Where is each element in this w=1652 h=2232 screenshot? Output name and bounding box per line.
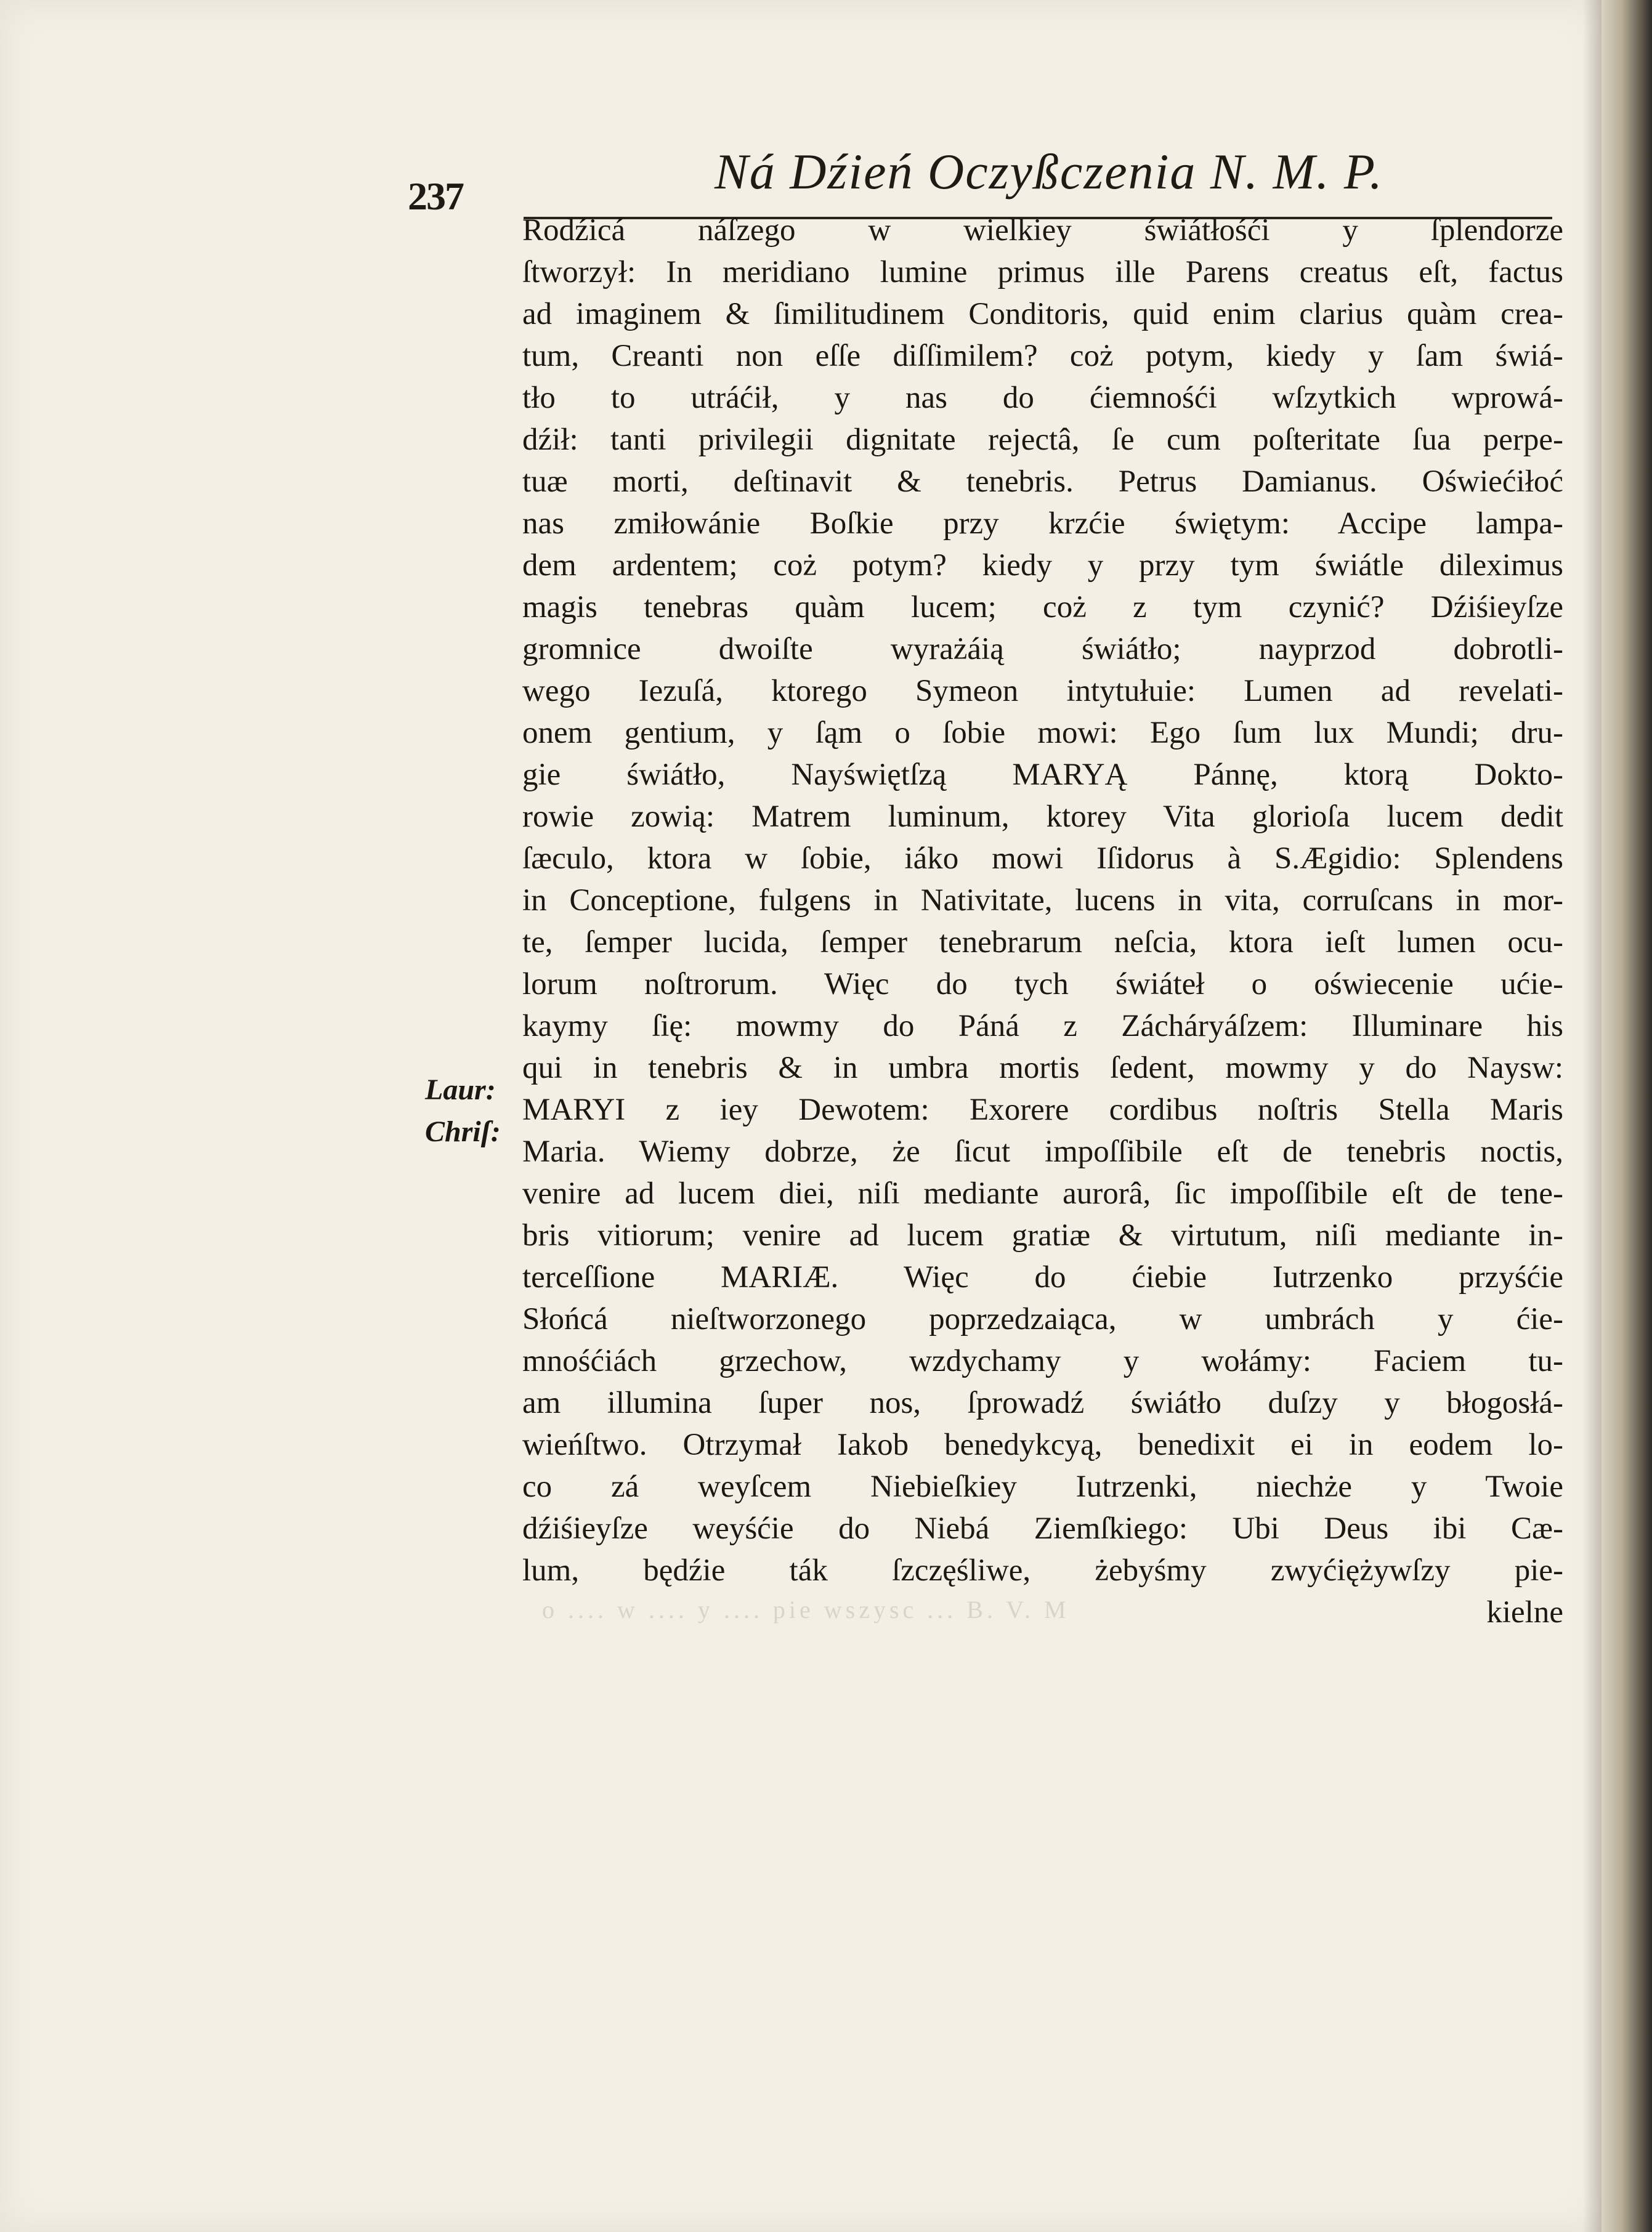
text-line: am illumina ſuper nos, ſprowadź świátło duſzy y błogosłá- (522, 1386, 1563, 1420)
text-line: qui in tenebris & in umbra mortis ſedent, mowmy y do Naysw: (522, 1051, 1563, 1085)
text-line: ad imaginem & ſimilitudinem Conditoris, quid enim clarius quàm crea- (522, 297, 1563, 331)
text-line: te, ſemper lucida, ſemper tenebrarum neſcia, ktora ieſt lumen ocu- (522, 925, 1563, 960)
text-line: in Conceptione, fulgens in Nativitate, lucens in vita, corruſcans in mor- (522, 883, 1563, 918)
text-line: dźił: tanti privilegii dignitate rejectâ, ſe cum poſteritate ſua perpe- (522, 423, 1563, 457)
text-line: Słońcá nieſtworzonego poprzedzaiąca, w umbrách y ćie- (522, 1302, 1563, 1336)
text-line: onem gentium, y ſąm o ſobie mowi: Ego ſum lux Mundi; dru- (522, 716, 1563, 750)
text-line: dźiśieyſze weyśćie do Niebá Ziemſkiego: Ubi Deus ibi Cæ- (522, 1511, 1563, 1546)
text-line: bris vitiorum; venire ad lucem gratiæ & virtutum, niſi mediante in- (522, 1218, 1563, 1253)
gutter-shadow (1583, 0, 1601, 2232)
margin-note-laur: Laur: (425, 1074, 496, 1106)
text-line: lum, będźie ták ſzczęśliwe, żebyśmy zwyćiężywſzy pie- (522, 1553, 1563, 1588)
book-binding (1601, 0, 1652, 2232)
text-line: MARYI z iey Dewotem: Exorere cordibus noſtris Stella Maris (522, 1093, 1563, 1127)
text-line: co zá weyſcem Niebieſkiey Iutrzenki, niechże y Twoie (522, 1470, 1563, 1504)
bleed-through-text: o .... w .... y .... pie wszysc ... B. V. M (542, 1596, 1070, 1623)
text-line: tło to utráćił, y nas do ćiemnośći wſzytkich wprowá- (522, 381, 1563, 415)
text-line: lorum noſtrorum. Więc do tych świáteł o oświecenie ućie- (522, 967, 1563, 1001)
text-line: venire ad lucem diei, niſi mediante aurorâ, ſic impoſſibile eſt de tene- (522, 1176, 1563, 1211)
text-line: wieńſtwo. Otrzymał Iakob benedykcyą, benedixit ei in eodem lo- (522, 1428, 1563, 1462)
margin-note-chris: Chriſ: (425, 1115, 501, 1148)
text-line: tuæ morti, deſtinavit & tenebris. Petrus Damianus. Oświećiłoć (522, 464, 1563, 499)
text-line: ſæculo, ktora w ſobie, iáko mowi Iſidorus à S.Ægidio: Splendens (522, 841, 1563, 876)
text-line: kaymy ſię: mowmy do Páná z Zácháryáſzem: Illuminare his (522, 1009, 1563, 1043)
text-line: nas zmiłowánie Boſkie przy krzćie świętym: Accipe lampa- (522, 506, 1563, 541)
text-line: wego Iezuſá, ktorego Symeon intytułuie: Lumen ad revelati- (522, 674, 1563, 708)
running-head: Ná Dźień Oczyßczenia N. M. P. (715, 144, 1383, 200)
text-line: terceſſione MARIÆ. Więc do ćiebie Iutrzenko przyśćie (522, 1260, 1563, 1295)
text-line: magis tenebras quàm lucem; coż z tym czynić? Dźiśieyſze (522, 590, 1563, 625)
text-line: rowie zowią: Matrem luminum, ktorey Vita glorioſa lucem dedit (522, 799, 1563, 834)
catchword-line: kielne (1486, 1595, 1563, 1630)
text-line: Rodźicá náſzego w wielkiey świátłośći y ſplendorze (522, 213, 1563, 248)
text-line: gromnice dwoiſte wyrażáią świátło; nayprzod dobrotli- (522, 632, 1563, 666)
text-line: gie świátło, Nayświętſzą MARYĄ Pánnę, ktorą Dokto- (522, 758, 1563, 792)
body-text (522, 209, 1563, 1633)
text-line: Maria. Wiemy dobrze, że ſicut impoſſibile eſt de tenebris noctis, (522, 1134, 1563, 1169)
text-line: dem ardentem; coż potym? kiedy y przy tym świátle dileximus (522, 548, 1563, 583)
text-line: mnośćiách grzechow, wzdychamy y wołámy: Faciem tu- (522, 1344, 1563, 1378)
page-number: 237 (408, 174, 463, 218)
text-line: ſtworzył: In meridiano lumine primus ille Parens creatus eſt, factus (522, 255, 1563, 289)
text-line: tum, Creanti non eſſe diſſimilem? coż potym, kiedy y ſam świá- (522, 339, 1563, 373)
